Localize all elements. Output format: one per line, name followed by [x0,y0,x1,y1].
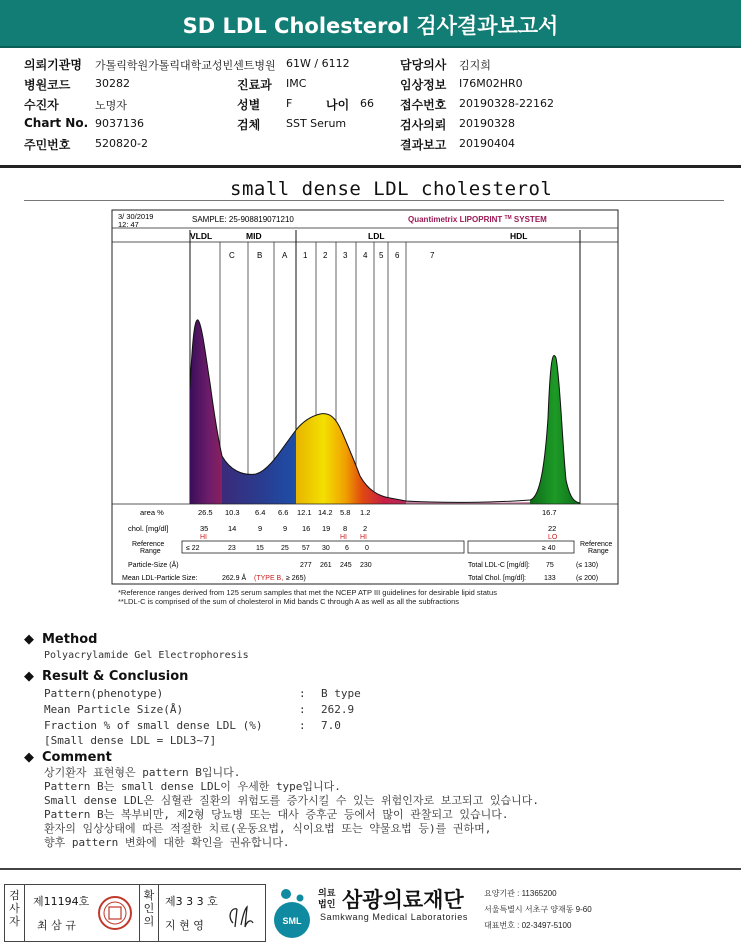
total-ldl-label: Total LDL-C [mg/dl]: [468,562,530,569]
total-ldl-ref: (≤ 130) [576,562,599,569]
total-chol-value: 133 [544,575,556,582]
band-label-7: 7 [430,251,435,260]
report-body [24,630,714,850]
age-label: 나이 [326,98,350,112]
scan-time: 12: 47 [118,220,139,229]
reference-row [132,541,612,555]
flag-row [200,534,558,541]
ref-ldl2: 30 [322,545,330,552]
confirm-name: 지 현 영 [165,919,204,932]
doctor-value: 김지희 [459,59,491,72]
age-value: 66 [360,97,374,110]
result-heading [24,667,714,685]
flag-hdl-lo: LO [548,534,558,541]
result-colon: : [299,686,306,700]
particle-row [128,560,598,569]
footnote-2: **LDL-C is comprised of the sum of cholesterol in Mid bands C through A as well as all the subfractions [118,597,460,606]
chol-ldl3: 8 [343,524,348,533]
chol-ldl1: 16 [302,524,311,533]
request-label: 검사의뢰 [400,118,447,132]
result-key: Mean Particle Size(Å) [44,702,184,716]
ref-ldl1: 57 [302,545,310,552]
header-divider [0,165,741,168]
report-date-label: 결과보고 [400,138,447,152]
patient-info-block [0,52,741,164]
band-label-3: 3 [343,251,348,260]
vldl-peak [190,320,222,504]
hospital-code-label: 병원코드 [24,78,71,92]
org-phone-line: 대표번호 : 02-3497-5100 [484,921,572,930]
chart-value: 9037136 [95,117,144,130]
specimen-label: 검체 [237,118,261,132]
scan-heading-rule [24,200,724,201]
clinical-value: I76M02HR0 [459,77,523,90]
chart-label: Chart No. [24,116,89,130]
comment-heading [24,748,714,766]
flag-vldl-hi: HI [200,534,207,541]
ref-label-1: Reference [132,541,165,548]
scan-sample: SAMPLE: 25-908819071210 [192,215,294,224]
band-label-a: A [282,251,288,260]
mean-limit: ≥ 265) [286,575,306,582]
org-type-line-1: 의료 [318,888,336,898]
flag-ldl4-hi: HI [360,534,367,541]
area-ldl3: 5.8 [340,508,351,517]
area-row [140,508,557,517]
area-ldl1: 12.1 [297,508,312,517]
specimen-value: SST Serum [286,117,347,130]
band-label-4: 4 [363,251,368,260]
particle-2: 261 [320,562,332,569]
mean-type: (TYPE B, [254,575,284,582]
hdl-peak [530,356,580,505]
band-label-c: C [229,251,235,260]
institution-value: 가톨릭학원가톨릭대학교성빈센트병원 [95,59,276,72]
comment-line: 향후 pattern 변화에 대한 확인을 권유합니다. [44,836,290,849]
ldl-peak [296,414,406,504]
ref-c: 23 [228,545,236,552]
total-chol-ref: (≤ 200) [576,575,599,582]
ref-ldl3: 6 [345,545,349,552]
total-ldl-value: 75 [546,562,554,569]
particle-3: 245 [340,562,352,569]
result-value: B type [321,686,361,700]
mean-label: Mean LDL-Particle Size: [122,575,198,582]
org-address-line: 서울특별시 서초구 양재동 9-60 [484,905,592,914]
result-value: 7.0 [321,718,341,732]
comment-line: 환자의 임상상태에 따른 적절한 치료(운동요법, 식이요법 또는 약물요법 등)를 권하며, [44,822,492,835]
area-a: 6.6 [278,508,289,517]
request-value: 20190328 [459,117,515,130]
flag-ldl3-hi: HI [340,534,347,541]
result-colon: : [299,718,306,732]
chol-label: chol. [mg/dl] [128,524,169,533]
result-row [24,685,714,701]
comment-line: Small dense LDL은 심혈관 질환의 위험도를 증가시킬 수 있는 위험인자로 보고되고 있습니다. [44,794,539,807]
ref-ldl4: 0 [365,545,369,552]
signature-mark-icon [223,899,263,933]
particle-4: 230 [360,562,372,569]
sml-logo-icon [272,884,312,940]
right-ref-label-2: Range [588,548,609,555]
scan-heading: small dense LDL cholesterol [230,178,553,200]
method-heading-text: Method [42,631,98,647]
footnote-1: *Reference ranges derived from 125 serum samples that met the NCEP ATP III guidelines for desirable lipid status [118,588,497,597]
org-contact-info [484,886,592,934]
area-vldl: 26.5 [198,508,213,517]
band-label-6: 6 [395,251,400,260]
footer-divider [0,868,741,870]
method-heading [24,630,714,648]
area-ldl4: 1.2 [360,508,371,517]
org-type-line-2: 법인 [318,899,336,909]
id-value: 520820-2 [95,137,148,150]
area-c: 10.3 [225,508,240,517]
tester-license: 제11194호 [33,895,90,908]
report-title: SD LDL Cholesterol 검사결과보고서 [0,0,741,48]
result-row [24,717,714,733]
right-ref-label-1: Reference [580,541,613,548]
result-heading-text: Result & Conclusion [42,668,189,684]
particle-1: 277 [300,562,312,569]
tester-name: 최 삼 규 [37,919,76,932]
ref-a: 25 [281,545,289,552]
particle-label: Particle-Size (Å) [128,562,179,569]
report-date-value: 20190404 [459,137,515,150]
result-value: 262.9 [321,702,355,716]
org-type [318,888,335,910]
zone-mid: MID [246,231,262,241]
ref-b: 15 [256,545,264,552]
hospital-code-value: 30282 [95,77,130,90]
dept-label: 진료과 [237,78,272,92]
scan-date: 3/ 30/2019 [118,212,154,221]
receipt-value: 20190328-22162 [459,97,554,110]
total-chol-label: Total Chol. [mg/dl]: [468,575,526,582]
receipt-label: 접수번호 [400,98,447,112]
result-key: Fraction % of small dense LDL (%) [44,718,263,732]
org-name: 삼광의료재단 [342,888,464,912]
chol-ldl2: 19 [322,524,331,533]
zone-vldl: VLDL [190,231,213,241]
chol-row [128,524,556,533]
result-row [24,701,714,717]
chol-ldl4: 2 [363,524,368,533]
chol-vldl: 35 [200,524,209,533]
band-label-b: B [257,251,263,260]
doctor-label: 담당의사 [400,58,447,72]
band-label-2: 2 [323,251,328,260]
ref-hdl: ≥ 40 [542,545,556,552]
confirm-license: 제3 3 3 호 [165,895,218,908]
chol-hdl: 22 [548,524,557,533]
result-key: Pattern(phenotype) [44,686,164,700]
institution-label: 의뢰기관명 [24,58,82,72]
area-label: area % [140,508,164,517]
band-label-1: 1 [303,251,308,260]
logo-text: SML [282,916,302,926]
signature-box [4,884,266,942]
mid-band-peak [222,430,296,504]
scan-brand: Quantimetrix LIPOPRINT ™ SYSTEM [408,215,547,224]
diamond-icon: ◆ [24,749,34,765]
sex-value: F [286,97,293,110]
comment-line: 상기환자 표현형은 pattern B입니다. [44,766,241,779]
tester-seal-icon [97,893,133,933]
diamond-icon: ◆ [24,668,34,684]
chol-a: 9 [283,524,288,533]
comment-line: Pattern B는 small dense LDL이 우세한 type입니다. [44,780,341,793]
sex-label: 성별 [237,98,261,112]
ref-box-right [468,541,574,553]
method-text: Polyacrylamide Gel Electrophoresis [44,650,249,661]
dept-value: IMC [286,77,307,90]
area-b: 6.4 [255,508,266,517]
tester-vertical-label: 검사자 [5,885,25,941]
org-code-line: 요양기관 : 11365200 [484,889,557,898]
ref-vldl: ≤ 22 [186,545,200,552]
comment-heading-text: Comment [42,749,112,765]
confirm-vertical-label: 확인의 [139,885,159,941]
org-english-name: Samkwang Medical Laboratories [320,912,468,922]
area-ldl2: 14.2 [318,508,333,517]
zone-ldl: LDL [368,231,385,241]
mean-value: 262.9 Å [222,575,247,582]
ward-value: 61W / 6112 [286,57,350,70]
patient-label: 수진자 [24,98,59,112]
chart-footnotes [118,588,497,606]
mean-row [122,573,598,582]
band-label-5: 5 [379,251,384,260]
zone-boundaries [190,230,580,504]
result-colon: : [299,702,306,716]
comment-line: Pattern B는 복부비만, 제2형 당뇨병 또는 대사 증후군 등에서 많이 관찰되고 있습니다. [44,808,509,821]
ref-label-2: Range [140,548,161,555]
zone-hdl: HDL [510,231,528,241]
clinical-label: 임상정보 [400,78,447,92]
lipoprint-chart [110,208,620,588]
patient-value: 노명자 [95,99,127,112]
diamond-icon: ◆ [24,631,34,647]
id-label: 주민번호 [24,138,71,152]
area-hdl: 16.7 [542,508,557,517]
chol-c: 14 [228,524,237,533]
small-dense-definition: [Small dense LDL = LDL3~7] [44,734,217,747]
band-labels [229,251,435,260]
chol-b: 9 [258,524,263,533]
